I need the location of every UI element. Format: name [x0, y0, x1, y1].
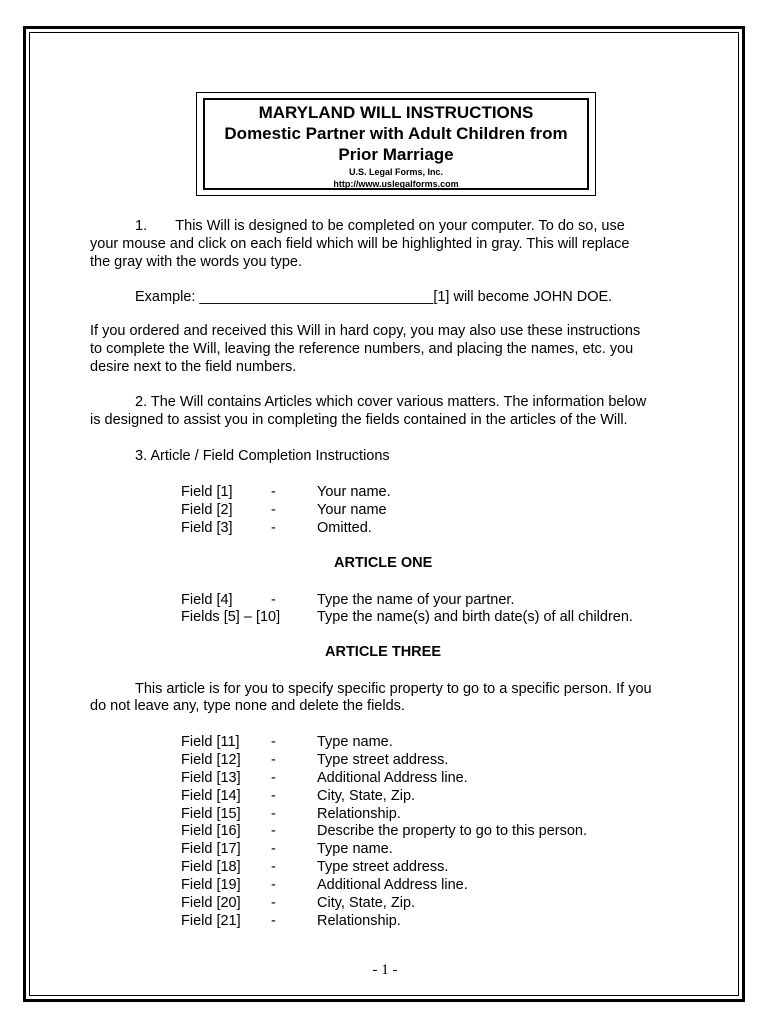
field-dash: - — [271, 752, 276, 768]
field-label: Field [21] — [181, 913, 241, 929]
company-url: http://www.uslegalforms.com — [333, 179, 459, 189]
field-row — [181, 805, 681, 823]
field-label: Field [4] — [181, 592, 233, 608]
field-label: Field [3] — [181, 520, 233, 536]
field-label: Field [20] — [181, 895, 241, 911]
article-three-intro-line1: This article is for you to specify specific property to go to a specific person. If you — [135, 681, 652, 697]
article-three-intro-line2: do not leave any, type none and delete the fields. — [90, 698, 405, 714]
field-dash: - — [271, 788, 276, 804]
field-label: Field [19] — [181, 877, 241, 893]
field-description: Type street address. — [317, 752, 449, 768]
instruction-3: 3. Article / Field Completion Instructions — [135, 448, 390, 464]
title-box — [203, 98, 589, 190]
document-title: MARYLAND WILL INSTRUCTIONS — [258, 103, 534, 122]
field-label: Field [12] — [181, 752, 241, 768]
field-dash: - — [271, 823, 276, 839]
instruction-2-line1: 2. The Will contains Articles which cover various matters. The information below — [135, 394, 647, 410]
instruction-1-line3: the gray with the words you type. — [90, 254, 302, 270]
instruction-1-line2: your mouse and click on each field which will be highlighted in gray. This will replace — [90, 236, 630, 252]
field-dash: - — [271, 895, 276, 911]
field-dash: - — [271, 877, 276, 893]
field-row — [181, 733, 681, 751]
field-label: Field [15] — [181, 806, 241, 822]
field-row — [181, 591, 681, 609]
instruction-2-line2: is designed to assist you in completing the fields contained in the articles of the Will. — [90, 412, 628, 428]
article-one-heading: ARTICLE ONE — [334, 555, 433, 571]
field-description: Your name. — [317, 484, 391, 500]
field-description: City, State, Zip. — [317, 895, 416, 911]
field-label: Field [14] — [181, 788, 241, 804]
field-row — [181, 912, 681, 930]
field-dash: - — [271, 520, 276, 536]
hardcopy-line3: desire next to the field numbers. — [90, 359, 297, 375]
field-description: Additional Address line. — [317, 770, 468, 786]
field-description: Relationship. — [317, 806, 401, 822]
field-row — [181, 894, 681, 912]
field-row — [181, 858, 681, 876]
field-row — [181, 876, 681, 894]
field-label: Fields [5] – [10] — [181, 609, 281, 625]
document-subtitle-line1: Domestic Partner with Adult Children from — [224, 124, 568, 143]
field-dash: - — [271, 592, 276, 608]
field-description: Type name. — [317, 734, 393, 750]
field-description: City, State, Zip. — [317, 788, 416, 804]
field-row — [181, 501, 681, 519]
field-label: Field [2] — [181, 502, 233, 518]
field-description: Omitted. — [317, 520, 372, 536]
field-row — [181, 822, 681, 840]
field-dash: - — [271, 484, 276, 500]
hardcopy-line2: to complete the Will, leaving the reference numbers, and placing the names, etc. you — [90, 341, 634, 357]
field-dash: - — [271, 502, 276, 518]
field-description: Your name — [317, 502, 387, 518]
field-description: Additional Address line. — [317, 877, 468, 893]
company-name: U.S. Legal Forms, Inc. — [348, 167, 444, 177]
field-row — [181, 751, 681, 769]
field-label: Field [17] — [181, 841, 241, 857]
field-label: Field [11] — [181, 734, 240, 750]
field-dash: - — [271, 806, 276, 822]
document-subtitle-line2: Prior Marriage — [338, 145, 454, 164]
field-label: Field [16] — [181, 823, 241, 839]
field-description: Relationship. — [317, 913, 401, 929]
field-row — [181, 787, 681, 805]
instruction-1-line1: 1. This Will is designed to be completed on your computer. To do so, use — [135, 218, 625, 234]
field-row — [181, 840, 681, 858]
field-description: Type the name(s) and birth date(s) of all children. — [317, 609, 633, 625]
field-label: Field [18] — [181, 859, 241, 875]
page-number: - 1 - — [372, 962, 398, 978]
field-dash: - — [271, 770, 276, 786]
hardcopy-line1: If you ordered and received this Will in hard copy, you may also use these instructions — [90, 323, 641, 339]
field-label: Field [1] — [181, 484, 233, 500]
field-dash: - — [271, 859, 276, 875]
example-line: Example: _____________________________[1] will become JOHN DOE. — [135, 289, 613, 305]
field-description: Type the name of your partner. — [317, 592, 515, 608]
field-row — [181, 483, 681, 501]
article-three-heading: ARTICLE THREE — [325, 644, 441, 660]
field-dash: - — [271, 913, 276, 929]
field-description: Describe the property to go to this person. — [317, 823, 588, 839]
field-dash: - — [271, 841, 276, 857]
field-description: Type street address. — [317, 859, 449, 875]
field-row — [181, 519, 681, 537]
field-row — [181, 769, 681, 787]
field-description: Type name. — [317, 841, 393, 857]
field-label: Field [13] — [181, 770, 241, 786]
field-dash: - — [271, 734, 276, 750]
field-row — [181, 608, 681, 626]
